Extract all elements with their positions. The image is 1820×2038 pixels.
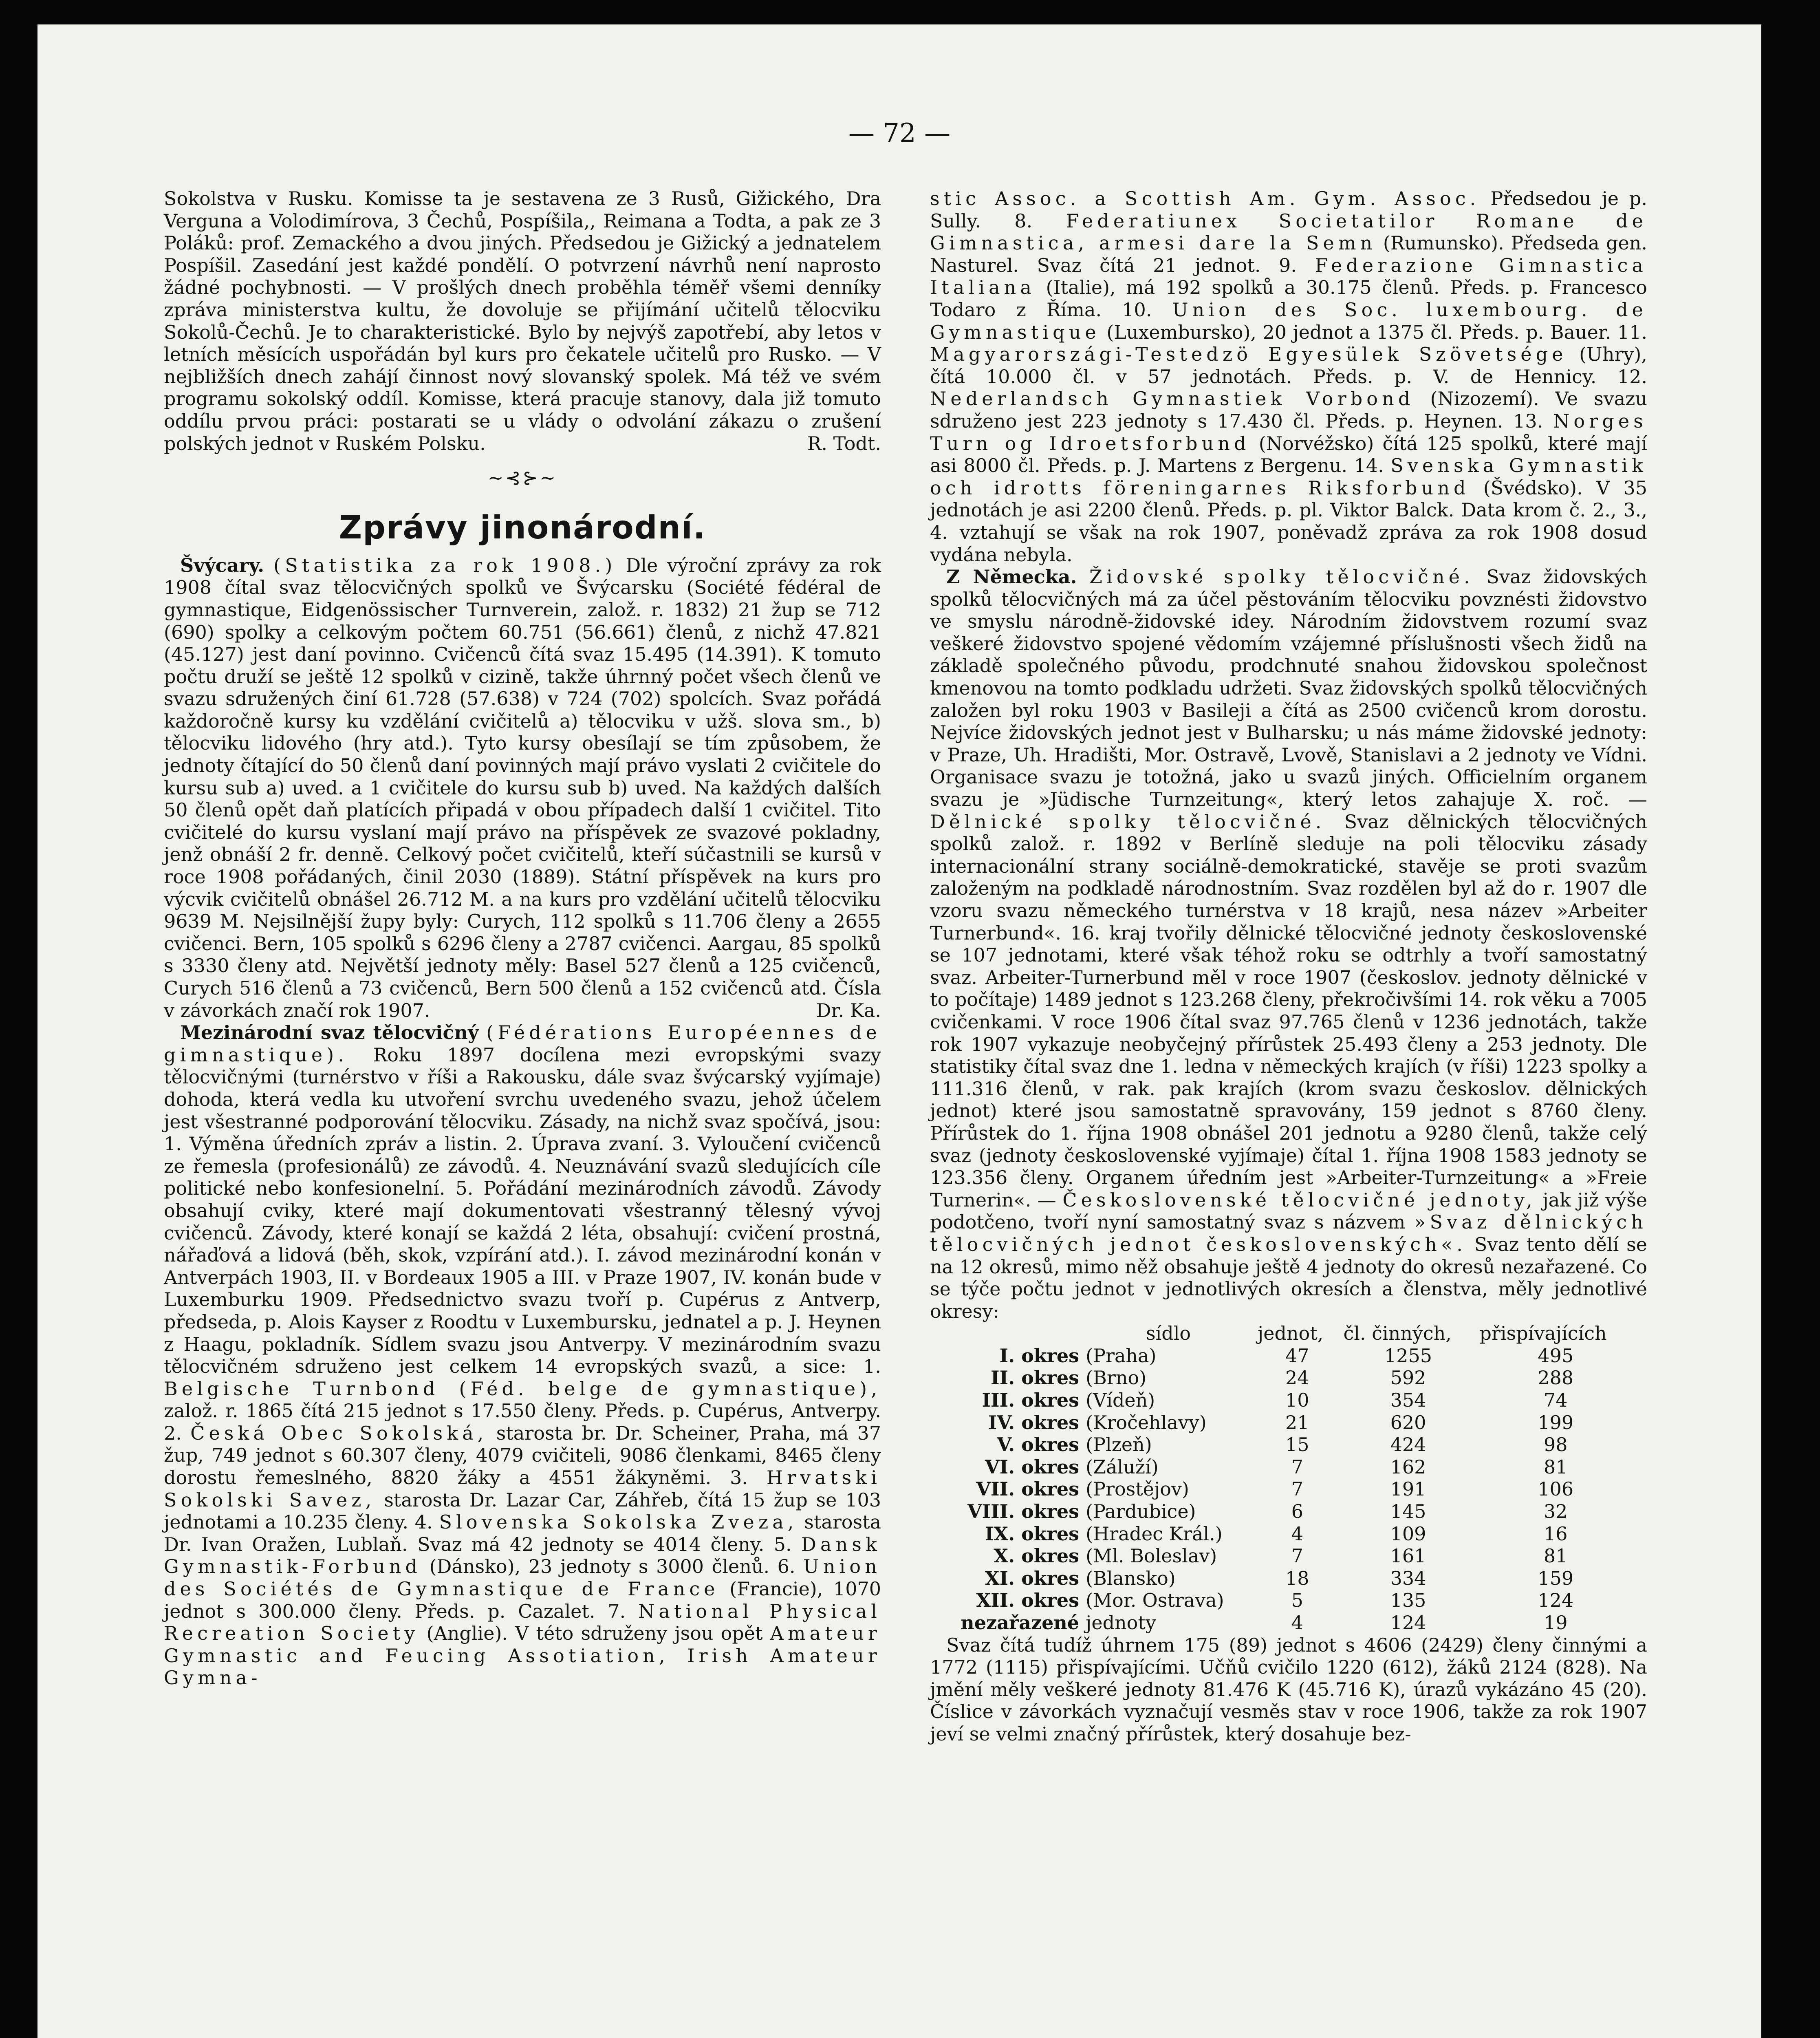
paragraph-text: Dle výroční zprávy za rok 1908 čítal svaz tělocvičných spolků ve Švýcarsku (Société fédéral de gymnastique, Eidgenössischer Turnverein, založ. r. 1832) 21 žup se 712 (690) spolky a celkovým počtem 60.751 (56.661) členů, z nichž 47.821 (45.127) jest daní povinno. Cvičenců čítá svaz 15.495 (14.391). K tomuto počtu druží se ještě 12 spolků v cizině, takže úhrnný počet všech členů ve svazu sdružených činí 61.728 (57.638) v 724 (702) spolcích. Svaz pořádá každoročně kursy ku vzdělání cvičitelů a) tělocviku v užš. slova sm., b) tělocviku lidového (hry atd.). Tyto kursy obesílají se tím způsobem, že jednoty čítající do 50 členů daní povinných mají právo vyslati 2 cvičitele do kursu sub a) uved. a 1 cvičitele do kursu sub b) uved. Na každých dalších 50 členů opět daň platících připadá v obou případech další 1 cvičitel. Tito cvičitelé do kursu vyslaní mají právo na příspěvek ze svazové pokladny, jenž obnáší 2 fr. denně. Celkový počet cvičitelů, kteří súčastnili se kursů v roce 1908 pořádaných, činil 2030 (1889). Státní příspěvek na kurs pro výcvik cvičitelů obnášel 26.712 M. a na kurs pro vzdělání učitelů tělocviku 9639 M. Nejsilnější župy byly: Curych, 112 spolků s 11.706 členy a 2655 cvičenci. Bern, 105 spolků s 6296 členy a 2787 cvičenci. Aargau, 85 spolků s 3330 členy atd. Největší jednoty měly: Basel 527 členů a 125 cvičenců, Curych 516 členů a 73 cvičenců, Bern 500 členů a 152 cvičenců atd. Čísla v závorkách značí rok 1907. [164,554,881,1021]
table-cell-sidlo: (Praha) [1086,1344,1157,1367]
paragraph-svycary [164,554,881,1021]
table-cell-okres: VIII. okres [967,1500,1080,1523]
table-row [934,1345,1635,1367]
table-cell-okres: IX. okres [985,1522,1080,1545]
table-cell-sidlo: (Vídeň) [1086,1389,1155,1412]
table-row [934,1523,1635,1545]
table-cell-prisp: 81 [1543,1545,1568,1567]
table-cell-okres: I. okres [999,1344,1080,1367]
table-cell-sidlo: (Ml. Boleslav) [1086,1545,1217,1567]
organization-name: Slovenska Sokolska Zveza, [439,1511,798,1533]
organization-name: Union des Sociétés de Gymnastique de France [164,1555,881,1600]
table-cell-jednot: 10 [1285,1389,1309,1412]
table-row [934,1389,1635,1412]
organization-name: Union des Soc. luxembourg. de Gymnastique [930,298,1647,343]
table-cell-jednot: 47 [1285,1344,1309,1367]
paragraph-text: (Dánsko), 23 jednoty s 3000 členů. 6. [429,1555,795,1578]
paragraph-text: Svaz dělnických tělocvičných spolků založ. r. 1892 v Berlíně sleduje na poli tělocviku zásady internacionální strany sociálně-demokratické, stavěje se proti svazům založeným na podkladě národnostním. Svaz rozdělen byl až do r. 1907 dle vzoru svazu německého turnérstva v 18 krajů, nesa název »Arbeiter Turnerbund«. 16. kraj tvořily dělnické tělocvičné jednoty československé se 107 jednotami, které však téhož roku se odtrhly a tvoří samostatný svaz. Arbeiter-Turnerbund měl v roce 1907 (českoslov. jednoty dělnické v to počítaje) 1489 jednot s 123.268 členy, překročivšími 14. rok věku a 7005 cvičenkami. V roce 1906 čítal svaz 97.765 členů v 1236 jednotách, takže rok 1907 vykazuje neobyčejný přírůstek 25.493 členy a 253 jednoty. Dle statistiky čítal svaz dne 1. ledna v německých krajích (v říši) 1223 spolky a 111.316 členů, v rak. pak krajích (krom svazu českoslov. dělnických jednot) které jsou samostatně spravovány, 159 jednot s 8760 členy. Přírůstek do 1. října 1908 obnášel 201 jednotu a 9280 členů, takže celý svaz (jednoty československé vyjímaje) čítal 1. října 1908 1583 jednoty se 123.356 členy. Organem úředním jest »Arbeiter-Turnzeitung« a »Freie Turnerin«. — [930,810,1647,1211]
table-cell-jednot: 7 [1291,1545,1303,1567]
paragraph-svaz-celkem [930,1634,1647,1745]
table-cell-prisp: 81 [1543,1456,1568,1478]
table-cell-prisp: 74 [1543,1389,1568,1412]
organization-name: Dansk Gymnastik-Forbund [164,1533,881,1578]
paragraph-text: (Francie), 1070 jednot s 300.000 členy. Předs. p. Cazalet. 7. [164,1578,881,1622]
paragraph-spaced-heading: Československé tělocvičné jednoty, [1062,1189,1536,1211]
table-cell-jednot: 15 [1285,1434,1309,1456]
table-cell-sidlo: (Plzeň) [1086,1434,1152,1456]
table-cell-okres: XII. okres [976,1589,1080,1612]
paragraph-text: (Anglie). V této sdruženy jsou opět [426,1622,763,1645]
table-row [934,1434,1635,1456]
table-header-cell [934,1322,1082,1345]
table-cell-jednot: 6 [1291,1500,1303,1523]
table-cell-cinnych: 334 [1390,1567,1426,1589]
table-cell-prisp: 98 [1543,1434,1568,1456]
table-cell-cinnych: 592 [1390,1367,1426,1389]
paragraph-text: (Uhry), čítá 10.000 čl. v 57 jednotách. Předs. p. V. de Hennicy. 12. [930,343,1647,388]
table-row [934,1612,1635,1634]
table-cell-sidlo: (Blansko) [1086,1567,1176,1589]
table-cell-cinnych: 145 [1390,1500,1426,1523]
table-cell-prisp: 199 [1538,1411,1574,1434]
table-cell-okres: II. okres [991,1367,1080,1389]
paragraph-text: (Norvéžsko) čítá 125 spolků, které mají asi 8000 čl. Předs. p. J. Martens z Bergenu. 14. [930,432,1648,477]
table-cell-cinnych: 191 [1390,1478,1426,1500]
organization-name: Česká Obec Sokolská, [190,1422,488,1444]
table-cell-okres: VI. okres [985,1456,1080,1478]
table-cell-sidlo: jednoty [1086,1612,1156,1634]
organization-name: Svenska Gymnastik och idrotts föreningarnes Riksforbund [930,454,1648,499]
paragraph-sokolstva-rusku [164,187,881,454]
table-cell-cinnych: 109 [1390,1522,1426,1545]
paragraph-text: starosta Dr. Ivan Oražen, Lublaň. Svaz má 42 jednoty se 4014 členy. 5. [164,1511,881,1555]
organization-name: Federazione Gimnastica Italiana [930,254,1647,299]
table-cell-okres: nezařazené [961,1612,1080,1634]
paragraph-spaced-heading: (Fédérations Européennes de gimnastique). [164,1021,881,1066]
signature-dr-ka: Dr. Ka. [816,999,881,1021]
paragraph-text: Sokolstva v Rusku. Komisse ta je sestavena ze 3 Rusů, Gižického, Dra Verguna a Volodimírova, 3 Čechů, Pospíšila,, Reimana a Todta, a pak ze 3 Poláků: prof. Zemackého a dvou jiných. Předsedou je Gižický a jednatelem Pospíšil. Zasedání jest každé pondělí. O potvrzení návrhů není naprosto žádné pochybnosti. — V prošlých dnech proběhla téměř všemi denníky zpráva ministerstva kultu, že dovoluje se přijímání učitelů tělocviku Sokolů-Čechů. Je to charakteristické. Bylo by nejvýš zapotřebí, aby letos v letních měsících uspořádán byl kurs pro čekatele učitelů pro Rusko. — V nejbližších dnech zahájí činnost nový slovanský spolek. Má též ve svém programu sokolský oddíl. Komisse, která pracuje stanovy, dala již tomuto oddílu prvou práci: postarati se u vlády o odvolání zákazu o zrušení polských jednot v Ruském Polsku. [164,187,881,454]
table-header-cell: čl. činných, [1343,1322,1452,1345]
organization-name: Magyarországi-Testedzö Egyesülek Szövetsége [930,343,1567,366]
table-row [934,1500,1635,1523]
table-cell-cinnych: 161 [1390,1545,1426,1567]
table-cell-prisp: 32 [1543,1500,1568,1523]
table-cell-sidlo: (Brno) [1086,1367,1147,1389]
table-cell-prisp: 495 [1538,1344,1574,1367]
section-title: Zprávy jinonárodní. [339,509,706,546]
table-row [934,1412,1635,1434]
paragraph-text: (Nizozemí). Ve svazu sdruženo jest 223 jednoty s 17.430 čl. Předs. p. Heynen. 13. [930,388,1648,432]
paragraph-lead: Švýcary. [180,554,264,576]
table-cell-jednot: 7 [1291,1456,1303,1478]
organization-name: Belgische Turnbond (Féd. belge de gymnastique), [164,1377,881,1400]
right-column [930,187,1647,1745]
organization-name: Amateur Gymnastic and Feucing Assotiation, Irish Amateur Gymna- [164,1622,881,1689]
paragraph-federations-cont [930,187,1647,566]
table-cell-jednot: 4 [1291,1522,1303,1545]
organization-name: Federatiunex Societatilor Romane de Gimnastica, armesi dare la Semn [930,210,1648,254]
table-cell-prisp: 124 [1538,1589,1574,1612]
table-cell-okres: X. okres [994,1545,1080,1567]
organization-name: Nederlandsch Gymnastiek Vorbond [930,388,1415,410]
paragraph-text: (Švédsko). V 35 jednotách je asi 2200 členů. Předs. p. pl. Viktor Balck. Data krom č. 2., 3., 4. vztahují se však na rok 1907, poněvadž zpráva za rok 1908 dosud vydána nebyla. [930,476,1648,566]
organization-name: stic Assoc. a Scottish Am. Gym. Assoc. [930,187,1480,210]
table-header-cell: jednot, [1257,1322,1324,1345]
table-cell-cinnych: 124 [1390,1612,1426,1634]
paragraph-spaced-heading: Židovské spolky tělocvičné. [1089,566,1474,588]
table-cell-jednot: 5 [1291,1589,1303,1612]
table-header-cell: přispívajících [1479,1322,1607,1345]
paragraph-text: (Italie), má 192 spolků a 30.175 členů. Předs. p. Francesco Todaro z Říma. 10. [930,276,1647,321]
table-cell-prisp: 288 [1538,1367,1574,1389]
page-number: — 72 — [848,118,951,148]
table-cell-cinnych: 620 [1390,1411,1426,1434]
paragraph-text: Předsedou je p. Sully. 8. [930,187,1647,232]
table-cell-sidlo: (Hradec Král.) [1086,1522,1223,1545]
okresy-table [934,1322,1635,1634]
paragraph-text: (Rumunsko). Předseda gen. Nasturel. Svaz čítá 21 jednot. 9. [930,232,1647,276]
paragraph-text: (Luxembursko), 20 jednot a 1375 čl. Předs. p. Bauer. 11. [1106,321,1647,343]
paragraph-spaced-heading: (Statistika za rok 1908.) [273,554,617,576]
table-body [934,1345,1635,1634]
paragraph-lead: Z Německa. [946,566,1077,588]
table-cell-sidlo: (Kročehlavy) [1086,1411,1207,1434]
paragraph-text: jak již výše podotčeno, tvoří nyní samostatný svaz s názvem [930,1189,1647,1233]
table-cell-cinnych: 1255 [1384,1344,1432,1367]
organization-name: Hrvatski Sokolski Savez, [164,1467,881,1511]
table-cell-okres: XI. okres [985,1567,1080,1589]
paragraph-text: starosta Dr. Lazar Car, Záhřeb, čítá 15 žup se 103 jednotami a 10.235 členy. 4. [164,1489,881,1533]
table-row [934,1478,1635,1500]
table-header-cell: sídlo [1146,1322,1191,1345]
paragraph-mezinarodni-svaz [164,1021,881,1689]
table-row [934,1589,1635,1612]
table-header-row [934,1322,1635,1345]
table-cell-jednot: 18 [1285,1567,1309,1589]
paragraph-text: Roku 1897 docílena mezi evropskými svazy tělocvičnými (turnérstvo v říši a Rakousku, dále svaz švýcarský vyjímaje) dohoda, která vedla ku utvoření svrchu uvedeného svazu, jehož účelem jest všestranné podporování tělocviku. Zásady, na nichž svaz spočívá, jsou: 1. Výměna úředních zpráv a listin. 2. Úprava zvaní. 3. Vyloučení cvičenců ze řemesla (profesionálů) ze závodů. 4. Neuznávání svazů sledujících cíle politické nebo konfesionelní. 5. Pořádání mezinárodních závodů. Závody obsahují cviky, které mají dokumentovati všestranný tělesný vývoj cvičenců. Závody, které konají se každá 2 léta, obsahují: cvičení prostná, nářaďová a lidová (běh, skok, vzpírání atd.). I. závod mezinárodní konán v Antverpách 1903, II. v Bordeaux 1905 a III. v Praze 1907, IV. konán bude v Luxemburku 1909. Předsednictvo svazu tvoří p. Cupérus z Antverp, předseda, p. Alois Kayser z Roodtu v Luxembursku, jednatel a p. J. Heynen z Haagu, pokladník. Sídlem svazu jsou Antverpy. V mezinárodním svazu tělocvičném sdruženo jest celkem 14 evropských svazů, a sice: 1. [164,1043,881,1378]
table-cell-cinnych: 162 [1390,1456,1426,1478]
table-cell-okres: V. okres [997,1434,1080,1456]
signature-todt: R. Todt. [807,432,881,454]
paragraph-text: Svaz židovských spolků tělocvičných má za účel pěstováním tělocviku povznésti židovstvo ve smyslu národně-židovské idey. Národním židovstvem rozumí svaz veškeré židovstvo spojené vědomím vzájemné příslušnosti všech židů na základě společného původu, prodchnuté snahou židovskou společnost kmenovou na tomto podkladu udržeti. Svaz židovských spolků tělocvičných založen byl roku 1903 v Basileji a čítá as 2500 cvičenců krom dorostu. Nejvíce židovských jednot jest v Bulharsku; u nás máme židovské jednoty: v Praze, Uh. Hradišti, Mor. Ostravě, Lvově, Stanislavi a 2 jednoty ve Vídni. Organisace svazu je totožná, jako u svazů jiných. Officielním organem svazu je »Jüdische Turnzeitung«, který letos zahajuje X. roč. — [930,566,1647,811]
organization-name: National Physical Recreation Society [164,1600,881,1645]
table-cell-okres: VII. okres [976,1478,1080,1500]
table-cell-cinnych: 135 [1390,1589,1426,1612]
paragraph-spaced-heading: »Svaz dělnických tělocvičných jednot československých«. [930,1211,1647,1255]
table-cell-sidlo: (Mor. Ostrava) [1086,1589,1224,1612]
table-row [934,1567,1635,1590]
organization-name: Norges Turn og Idroetsforbund [930,410,1647,454]
paragraph-lead: Mezinárodní svaz tělocvičný [180,1021,479,1044]
table-row [934,1456,1635,1478]
table-row [934,1367,1635,1389]
table-cell-sidlo: (Pardubice) [1086,1500,1196,1523]
table-cell-sidlo: (Záluží) [1086,1456,1159,1478]
table-cell-okres: IV. okres [988,1411,1080,1434]
paragraph-text: Svaz tento dělí se na 12 okresů, mimo něž obsahuje ještě 4 jednoty do okresů nezařazené. Co se týče počtu jednot v jednotlivých okresích a členstva, měly jednotlivé okresy: [930,1233,1648,1322]
table-cell-prisp: 19 [1543,1612,1568,1634]
paragraph-spaced-heading: Dělnické spolky tělocvičné. [930,810,1326,833]
table-row [934,1545,1635,1567]
paragraph-text: starosta br. Dr. Scheiner, Praha, má 37 žup, 749 jednot s 60.307 členy, 4079 cvičiteli, 9086 členkami, 8465 členy dorostu řemeslného, 8820 žáky a 4551 žákyněmi. 3. [164,1422,881,1489]
paragraph-text: Svaz čítá tudíž úhrnem 175 (89) jednot s 4606 (2429) členy činnými a 1772 (1115) přispívajícími. Učňů cvičilo 1220 (612), žáků 2124 (828). Na jmění měly veškeré jednoty 81.476 K (45.716 K), úrazů vykázáno 45 (20). Číslice v závorkách vyznačují vesměs stav v roce 1906, takže za rok 1907 jeví se velmi značný přírůstek, který dosahuje bez- [930,1634,1647,1745]
ornament-divider-icon: ~⊰⊱~ [487,467,557,489]
paragraph-z-nemecka [930,566,1647,1322]
table-cell-prisp: 159 [1538,1567,1574,1589]
table-cell-jednot: 4 [1291,1612,1303,1634]
document-page [37,24,1761,2038]
table-cell-sidlo: (Prostějov) [1086,1478,1189,1500]
table-cell-cinnych: 354 [1390,1389,1426,1412]
table-cell-okres: III. okres [982,1389,1080,1412]
table-cell-jednot: 21 [1285,1411,1309,1434]
table-cell-prisp: 106 [1538,1478,1574,1500]
left-column [164,187,881,1689]
table-cell-prisp: 16 [1543,1522,1568,1545]
paragraph-text: založ. r. 1865 čítá 215 jednot s 17.550 členy. Předs. p. Cupérus, Antverpy. 2. [164,1400,881,1444]
table-cell-cinnych: 424 [1390,1434,1426,1456]
table-cell-jednot: 7 [1291,1478,1303,1500]
table-cell-jednot: 24 [1285,1367,1309,1389]
